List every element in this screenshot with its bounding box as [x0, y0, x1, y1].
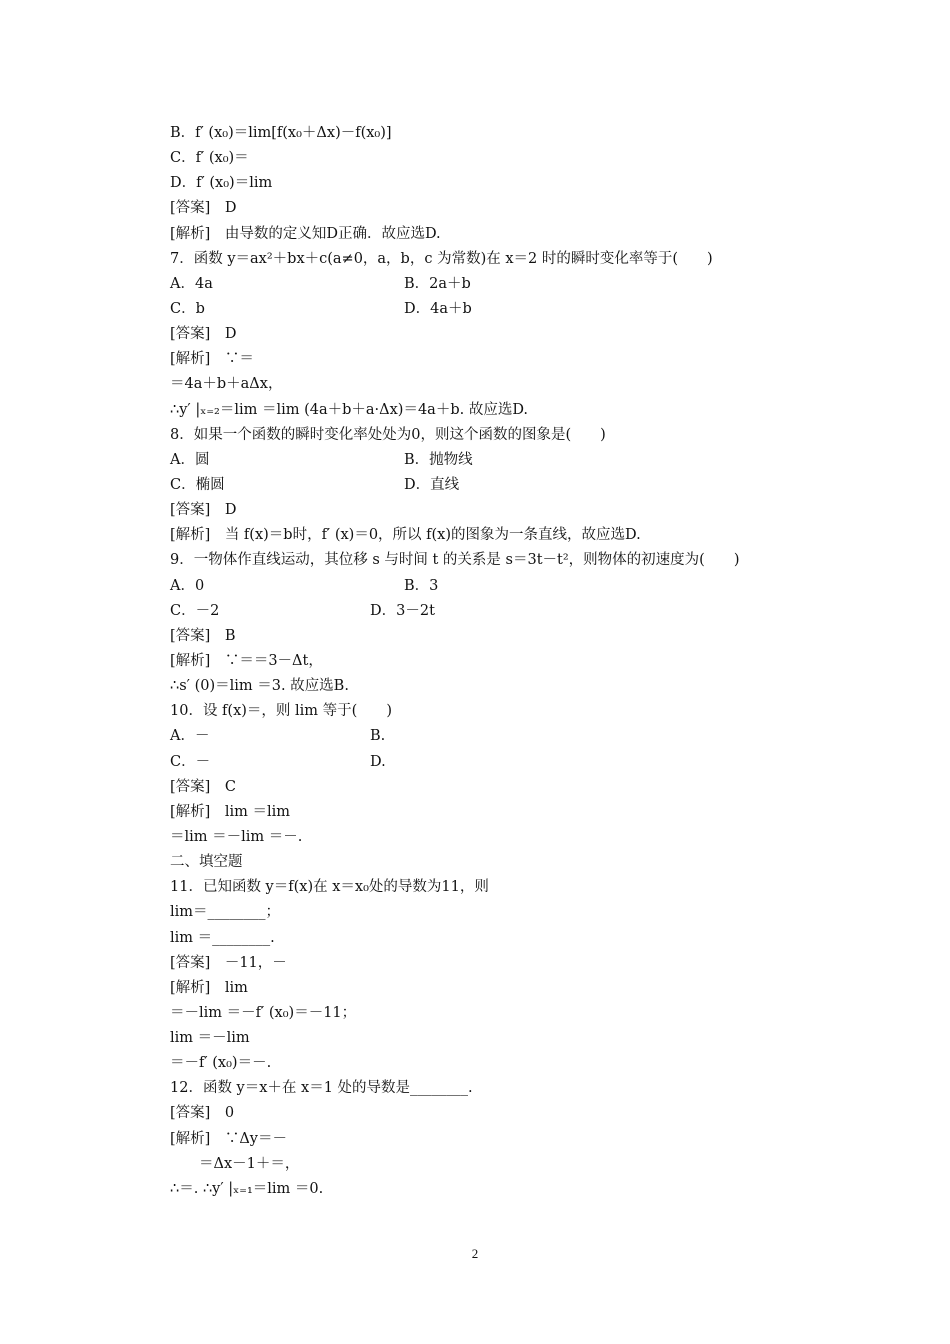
- line-text: [解析] lim: [170, 979, 248, 996]
- text-line: [170, 1026, 850, 1051]
- line-text: [解析] ∵＝＝3－Δt，: [170, 652, 323, 669]
- text-line: [170, 498, 850, 523]
- text-line: [170, 599, 850, 624]
- line-text: ＝Δx－1＋＝，: [170, 1155, 300, 1172]
- text-line: [170, 1152, 850, 1177]
- text-line: [170, 121, 850, 146]
- text-line: [170, 1127, 850, 1152]
- text-line: [170, 523, 850, 548]
- line-text: D．f′ (x₀)＝lim: [170, 175, 273, 192]
- text-line: [170, 297, 850, 322]
- line-text: ＝lim ＝－lim ＝－.: [170, 828, 303, 845]
- text-line: [170, 900, 850, 925]
- text-line: [170, 1001, 850, 1026]
- text-line: [170, 574, 850, 599]
- text-line: [170, 800, 850, 825]
- line-text: 10．设 f(x)＝，则 lim 等于( ): [170, 703, 392, 720]
- line-text: 二、填空题: [170, 854, 243, 871]
- text-line: [170, 448, 850, 473]
- option-left: A．圆: [170, 451, 210, 468]
- text-line: [170, 699, 850, 724]
- text-line: [170, 1076, 850, 1101]
- text-line: [170, 850, 850, 875]
- text-line: [170, 825, 850, 850]
- line-text: 12．函数 y＝x＋在 x＝1 处的导数是________.: [170, 1080, 473, 1097]
- text-line: [170, 222, 850, 247]
- line-text: 8．如果一个函数的瞬时变化率处处为0，则这个函数的图象是( ): [170, 426, 606, 443]
- option-right: B．抛物线: [404, 451, 473, 468]
- line-text: [解析] 由导数的定义知D正确．故应选D.: [170, 225, 441, 242]
- text-line: [170, 649, 850, 674]
- text-line: [170, 322, 850, 347]
- text-line: [170, 775, 850, 800]
- line-text: lim ＝－lim: [170, 1030, 250, 1047]
- line-text: [解析] 当 f(x)＝b时，f′ (x)＝0，所以 f(x)的图象为一条直线，故应选D.: [170, 527, 641, 544]
- option-left: C．b: [170, 300, 205, 317]
- option-left: A．－: [170, 728, 210, 745]
- line-text: 7．函数 y＝ax²＋bx＋c(a≠0，a，b，c 为常数)在 x＝2 时的瞬时变化率等于( ): [170, 250, 713, 267]
- text-line: [170, 624, 850, 649]
- option-left: C．椭圆: [170, 476, 225, 493]
- option-right: D.: [370, 753, 386, 770]
- text-line: [170, 1177, 850, 1202]
- line-text: [答案] C: [170, 778, 236, 795]
- text-line: [170, 548, 850, 573]
- line-text: [答案] B: [170, 627, 236, 644]
- line-text: [答案] D: [170, 326, 237, 343]
- text-line: [170, 674, 850, 699]
- text-line: [170, 750, 850, 775]
- option-right: B．2a＋b: [404, 275, 471, 292]
- line-text: [答案] －11，－: [170, 954, 287, 971]
- text-line: [170, 372, 850, 397]
- text-line: [170, 272, 850, 297]
- line-text: ∴＝. ∴y′ |ₓ₌₁＝lim ＝0.: [170, 1180, 324, 1197]
- line-text: [答案] 0: [170, 1105, 235, 1122]
- option-right: D．3－2t: [370, 602, 435, 619]
- line-text: [解析] lim ＝lim: [170, 803, 290, 820]
- text-line: [170, 724, 850, 749]
- text-line: [170, 196, 850, 221]
- option-left: A．0: [170, 577, 205, 594]
- option-right: D．直线: [404, 476, 460, 493]
- option-right: B．3: [404, 577, 439, 594]
- line-text: [解析] ∵Δy＝－: [170, 1130, 287, 1147]
- text-line: [170, 976, 850, 1001]
- text-line: [170, 473, 850, 498]
- text-line: [170, 423, 850, 448]
- line-text: lim＝________；: [170, 904, 281, 921]
- line-text: B．f′ (x₀)＝lim[f(x₀＋Δx)－f(x₀)]: [170, 125, 392, 141]
- line-text: ∴s′ (0)＝lim ＝3. 故应选B.: [170, 678, 349, 695]
- document-body: [170, 121, 850, 1202]
- text-line: [170, 1101, 850, 1126]
- line-text: ＝－f′ (x₀)＝－.: [170, 1055, 272, 1072]
- text-line: [170, 146, 850, 171]
- option-right: B.: [370, 728, 386, 745]
- line-text: ＝－lim ＝－f′ (x₀)＝－11；: [170, 1004, 357, 1021]
- text-line: [170, 247, 850, 272]
- option-left: A．4a: [170, 275, 213, 292]
- option-left: C．－: [170, 753, 211, 770]
- text-line: [170, 875, 850, 900]
- text-line: [170, 1051, 850, 1076]
- text-line: [170, 926, 850, 951]
- line-text: ∴y′ |ₓ₌₂＝lim ＝lim (4a＋b＋a·Δx)＝4a＋b. 故应选D.: [170, 401, 529, 418]
- line-text: 11．已知函数 y＝f(x)在 x＝x₀处的导数为11，则: [170, 879, 489, 896]
- text-line: [170, 398, 850, 423]
- option-left: C．－2: [170, 602, 220, 619]
- line-text: C．f′ (x₀)＝: [170, 150, 249, 167]
- page-number: 2: [471, 1246, 479, 1261]
- text-line: [170, 171, 850, 196]
- text-line: [170, 951, 850, 976]
- text-line: [170, 347, 850, 372]
- line-text: ＝4a＋b＋aΔx，: [170, 376, 283, 393]
- line-text: [答案] D: [170, 502, 237, 519]
- line-text: lim ＝________.: [170, 929, 275, 946]
- line-text: 9．一物体作直线运动，其位移 s 与时间 t 的关系是 s＝3t－t²，则物体的初速度为( ): [170, 552, 740, 569]
- line-text: [答案] D: [170, 200, 237, 217]
- option-right: D．4a＋b: [404, 300, 472, 317]
- line-text: [解析] ∵＝: [170, 351, 254, 368]
